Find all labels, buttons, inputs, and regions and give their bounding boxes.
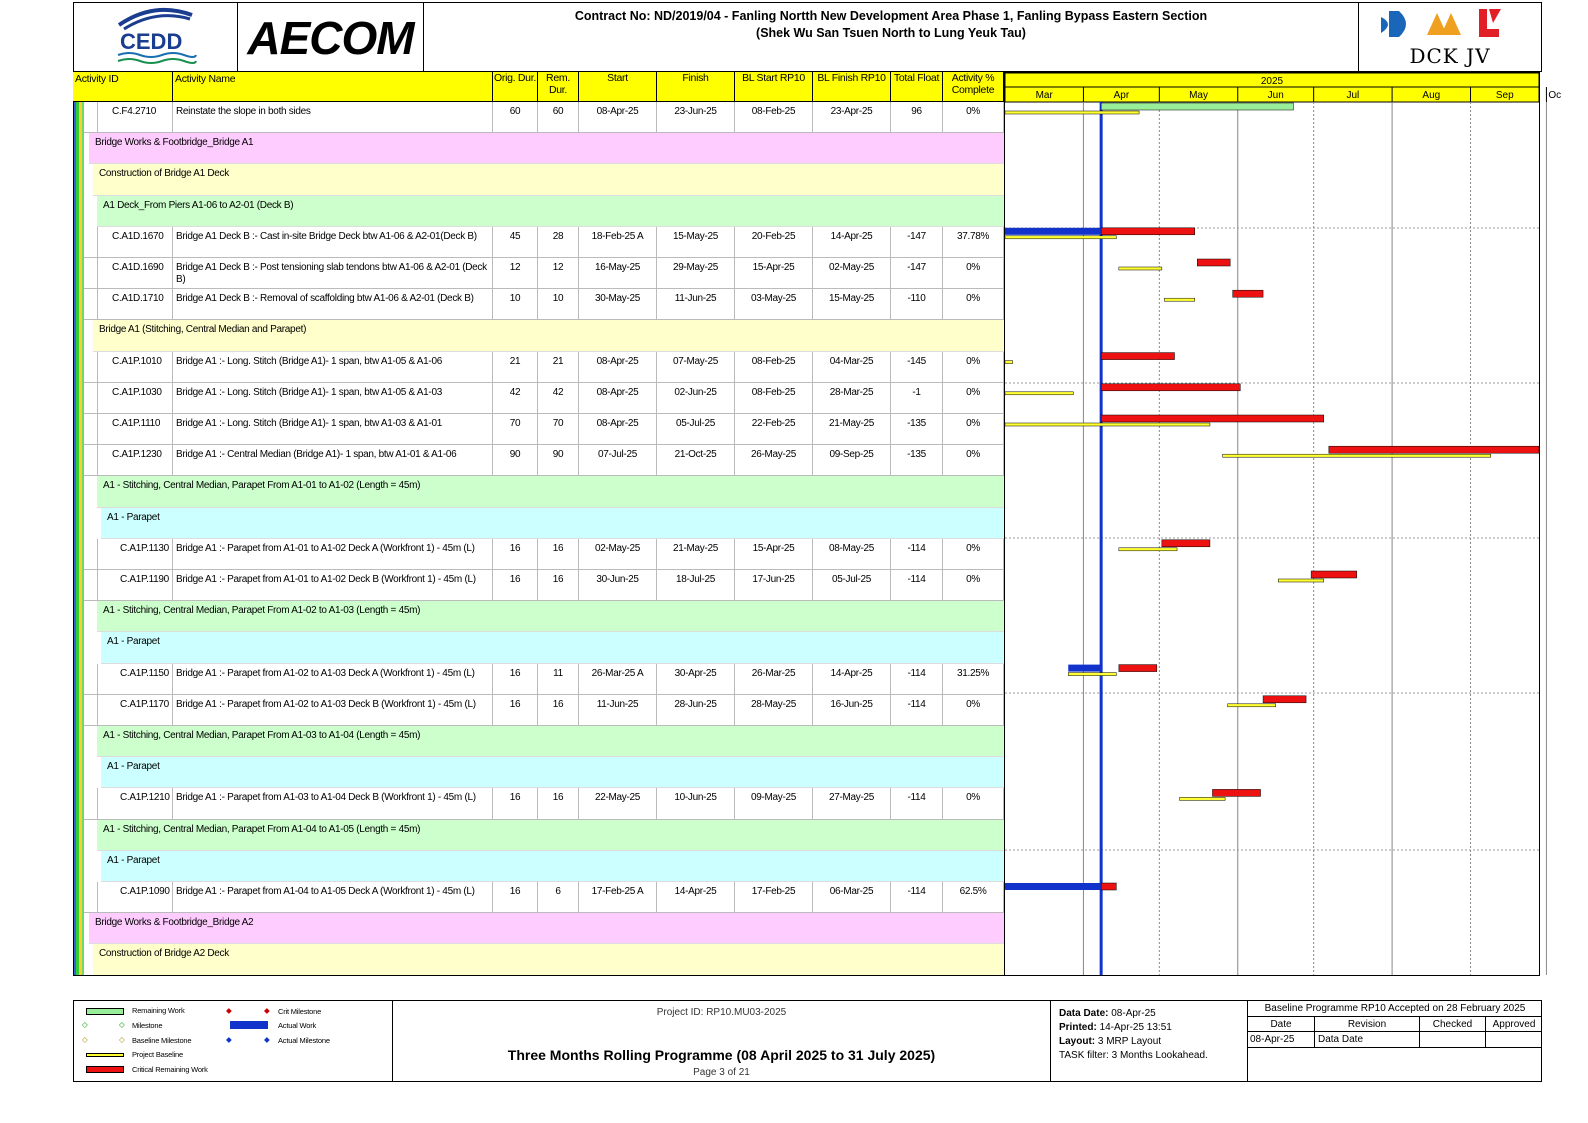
cell-bls: 17-Feb-25	[735, 882, 813, 912]
timescale-month: May	[1189, 90, 1208, 101]
wbs-name: Construction of Bridge A2 Deck	[99, 948, 229, 960]
cell-start: 07-Jul-25	[579, 445, 657, 475]
layout-label: Layout:	[1059, 1036, 1096, 1047]
cell-rd: 90	[538, 445, 579, 475]
cell-id: C.A1P.1030	[97, 383, 173, 413]
cell-start: 11-Jun-25	[579, 695, 657, 725]
baseline-bar	[1119, 267, 1162, 270]
cell-pct: 37.78%	[943, 227, 1004, 257]
cell-finish: 02-Jun-25	[657, 383, 735, 413]
legend-baseline-swatch	[86, 1053, 124, 1057]
cell-tf: -147	[891, 258, 943, 288]
crit-milestone-icon-2: ◆	[264, 1006, 270, 1015]
legend-actual-milestone-label: Actual Milestone	[278, 1036, 330, 1045]
cell-id: C.F4.2710	[97, 102, 173, 132]
wbs-name: A1 - Stitching, Central Median, Parapet From A1-04 to A1-05 (Length = 45m)	[103, 823, 421, 835]
gantt-chart	[1004, 72, 1562, 976]
cell-start: 16-May-25	[579, 258, 657, 288]
milestone-diamond-icon: ◇	[82, 1020, 88, 1029]
actual-bar	[1068, 665, 1101, 672]
col-activity-id[interactable]: Activity ID	[73, 72, 173, 102]
timescale-month: Jul	[1346, 90, 1360, 101]
cell-start: 08-Apr-25	[579, 352, 657, 382]
cell-start: 26-Mar-25 A	[579, 664, 657, 694]
cell-pct: 0%	[943, 539, 1004, 569]
baseline-bar	[1005, 236, 1116, 239]
col-finish[interactable]: Finish	[657, 72, 735, 102]
legend-crit-milestone-label: Crit Milestone	[278, 1007, 322, 1016]
actual-milestone-icon-2: ◆	[264, 1035, 270, 1044]
aecom-logo	[238, 3, 424, 71]
cell-pct: 0%	[943, 352, 1004, 382]
cell-blf: 16-Jun-25	[813, 695, 891, 725]
cell-name: Bridge A1 Deck B :- Post tensioning slab tendons btw A1-06 & A2-01 (Deck B)	[173, 258, 493, 288]
cell-rd: 60	[538, 102, 579, 132]
timescale-month: Mar	[1035, 90, 1053, 101]
cell-name: Bridge A1 :- Parapet from A1-02 to A1-03 Deck B (Workfront 1) - 45m (L)	[173, 695, 493, 725]
wbs-name: Bridge Works & Footbridge_Bridge A2	[95, 917, 254, 929]
cell-start: 08-Apr-25	[579, 414, 657, 444]
printed-value: 14-Apr-25 13:51	[1099, 1022, 1172, 1033]
timescale-month: Sep	[1495, 90, 1514, 101]
remaining-bar	[1101, 103, 1293, 110]
page-number: Page 3 of 21	[693, 1067, 750, 1078]
timescale-month: Jun	[1267, 90, 1284, 101]
cell-rd: 10	[538, 289, 579, 319]
cell-bls: 26-May-25	[735, 445, 813, 475]
cell-pct: 0%	[943, 383, 1004, 413]
cell-finish: 05-Jul-25	[657, 414, 735, 444]
cell-tf: -147	[891, 227, 943, 257]
cell-name: Bridge A1 :- Parapet from A1-02 to A1-03 Deck A (Workfront 1) - 45m (L)	[173, 664, 493, 694]
legend-milestone-label: Milestone	[132, 1021, 163, 1030]
cell-pct: 0%	[943, 289, 1004, 319]
cell-pct: 0%	[943, 102, 1004, 132]
legend-remaining-label: Remaining Work	[132, 1006, 185, 1015]
cell-tf: -135	[891, 414, 943, 444]
cell-blf: 08-May-25	[813, 539, 891, 569]
critical-bar	[1311, 571, 1357, 578]
cell-name: Bridge A1 :- Parapet from A1-01 to A1-02 Deck B (Workfront 1) - 45m (L)	[173, 570, 493, 600]
wbs-name: Construction of Bridge A1 Deck	[99, 168, 229, 180]
cell-finish: 11-Jun-25	[657, 289, 735, 319]
cell-od: 70	[493, 414, 538, 444]
cell-tf: -114	[891, 570, 943, 600]
cell-blf: 02-May-25	[813, 258, 891, 288]
baseline-bar	[1119, 548, 1177, 551]
col-start[interactable]: Start	[579, 72, 657, 102]
print-info	[1059, 1007, 1208, 1063]
cell-tf: -1	[891, 383, 943, 413]
cell-finish: 15-May-25	[657, 227, 735, 257]
cell-name: Bridge A1 :- Parapet from A1-04 to A1-05 Deck A (Workfront 1) - 45m (L)	[173, 882, 493, 912]
programme-title: Three Months Rolling Programme (08 April 2025 to 31 July 2025)	[507, 1047, 936, 1063]
critical-bar	[1101, 883, 1116, 890]
cell-id: C.A1P.1190	[97, 570, 173, 600]
cell-id: C.A1P.1090	[97, 882, 173, 912]
cell-bls: 28-May-25	[735, 695, 813, 725]
cell-name: Bridge A1 Deck B :- Cast in-site Bridge Deck btw A1-06 & A2-01(Deck B)	[173, 227, 493, 257]
data-date-value: 08-Apr-25	[1111, 1008, 1156, 1019]
cell-finish: 29-May-25	[657, 258, 735, 288]
cell-name: Bridge A1 Deck B :- Removal of scaffolding btw A1-06 & A2-01 (Deck B)	[173, 289, 493, 319]
cell-bls: 26-Mar-25	[735, 664, 813, 694]
cell-name: Bridge A1 :- Long. Stitch (Bridge A1)- 1 span, btw A1-05 & A1-06	[173, 352, 493, 382]
col-orig-dur[interactable]: Orig. Dur.	[493, 72, 538, 102]
task-filter: TASK filter: 3 Months Lookahead.	[1059, 1050, 1208, 1061]
cell-finish: 21-May-25	[657, 539, 735, 569]
cell-id: C.A1P.1170	[97, 695, 173, 725]
dckjv-logo-text: DCK JV	[1409, 44, 1491, 68]
cell-start: 02-May-25	[579, 539, 657, 569]
cell-start: 18-Feb-25 A	[579, 227, 657, 257]
layout-value: 3 MRP Layout	[1097, 1036, 1162, 1047]
title-line-2: (Shek Wu San Tsuen North to Lung Yeuk Tau)	[756, 26, 1026, 40]
dckjv-logo	[1358, 3, 1541, 71]
col-activity-name[interactable]: Activity Name	[173, 72, 493, 102]
cell-id: C.A1P.1230	[97, 445, 173, 475]
actual-bar	[1005, 228, 1101, 235]
cell-finish: 10-Jun-25	[657, 788, 735, 818]
timescale-month: Aug	[1422, 90, 1441, 101]
cell-pct: 62.5%	[943, 882, 1004, 912]
cell-blf: 14-Apr-25	[813, 664, 891, 694]
cell-rd: 16	[538, 695, 579, 725]
cell-id: C.A1P.1130	[97, 539, 173, 569]
cell-id: C.A1P.1110	[97, 414, 173, 444]
timescale-month: Apr	[1113, 90, 1130, 101]
legend-baseline-milestone-label: Baseline Milestone	[132, 1036, 192, 1045]
critical-bar	[1263, 696, 1306, 703]
cell-bls: 08-Feb-25	[735, 352, 813, 382]
cell-rd: 6	[538, 882, 579, 912]
cell-od: 12	[493, 258, 538, 288]
legend-actual-swatch	[230, 1021, 268, 1029]
cell-od: 16	[493, 539, 538, 569]
cell-start: 08-Apr-25	[579, 102, 657, 132]
aecom-logo-text: AECOM	[247, 12, 414, 64]
cell-finish: 28-Jun-25	[657, 695, 735, 725]
baseline-bar	[1180, 797, 1226, 800]
wbs-name: A1 - Parapet	[107, 511, 160, 523]
cell-pct: 0%	[943, 788, 1004, 818]
wbs-name: A1 - Stitching, Central Median, Parapet From A1-02 to A1-03 (Length = 45m)	[103, 605, 421, 617]
baseline-bar	[1005, 361, 1013, 364]
cell-tf: -110	[891, 289, 943, 319]
footer	[73, 1000, 1542, 1082]
cell-rd: 42	[538, 383, 579, 413]
cell-bls: 15-Apr-25	[735, 258, 813, 288]
critical-bar	[1197, 259, 1230, 266]
cell-finish: 07-May-25	[657, 352, 735, 382]
critical-bar	[1101, 415, 1324, 422]
rev-col-revision: Revision	[1315, 1017, 1420, 1048]
cell-finish: 18-Jul-25	[657, 570, 735, 600]
cell-rd: 16	[538, 539, 579, 569]
cell-start: 30-Jun-25	[579, 570, 657, 600]
baseline-bar	[1228, 704, 1276, 707]
actual-bar	[1005, 883, 1101, 890]
timescale-year: 2025	[1260, 76, 1284, 87]
cell-od: 16	[493, 570, 538, 600]
cell-bls: 15-Apr-25	[735, 539, 813, 569]
baseline-bar	[1223, 454, 1491, 457]
cell-tf: -145	[891, 352, 943, 382]
cell-finish: 23-Jun-25	[657, 102, 735, 132]
cell-rd: 16	[538, 788, 579, 818]
cell-blf: 15-May-25	[813, 289, 891, 319]
cell-bls: 08-Feb-25	[735, 102, 813, 132]
critical-bar	[1119, 665, 1157, 672]
cell-rd: 28	[538, 227, 579, 257]
cell-tf: -114	[891, 664, 943, 694]
cell-name: Reinstate the slope in both sides	[173, 102, 493, 132]
cell-bls: 08-Feb-25	[735, 383, 813, 413]
baseline-bar	[1005, 392, 1073, 395]
cell-rd: 11	[538, 664, 579, 694]
baseline-milestone-icon-2: ◇	[119, 1035, 125, 1044]
cell-finish: 30-Apr-25	[657, 664, 735, 694]
col-bl-start[interactable]: BL Start RP10	[735, 72, 813, 102]
cell-start: 17-Feb-25 A	[579, 882, 657, 912]
revision-header-row	[1248, 1017, 1542, 1032]
wbs-name: A1 - Parapet	[107, 854, 160, 866]
cell-od: 60	[493, 102, 538, 132]
col-total-float[interactable]: Total Float	[891, 72, 943, 102]
wbs-name: A1 - Stitching, Central Median, Parapet From A1-01 to A1-02 (Length = 45m)	[103, 480, 421, 492]
cell-tf: 96	[891, 102, 943, 132]
rev-date: 08-Apr-25	[1250, 1034, 1295, 1045]
col-bl-finish[interactable]: BL Finish RP10	[813, 72, 891, 102]
cell-blf: 21-May-25	[813, 414, 891, 444]
cell-blf: 06-Mar-25	[813, 882, 891, 912]
cell-name: Bridge A1 :- Parapet from A1-03 to A1-04 Deck B (Workfront 1) - 45m (L)	[173, 788, 493, 818]
cell-pct: 0%	[943, 414, 1004, 444]
critical-bar	[1162, 540, 1210, 547]
wbs-name: A1 Deck_From Piers A1-06 to A2-01 (Deck B)	[103, 199, 294, 211]
cell-id: C.A1P.1010	[97, 352, 173, 382]
baseline-bar	[1005, 423, 1210, 426]
cell-blf: 28-Mar-25	[813, 383, 891, 413]
critical-bar	[1212, 789, 1260, 796]
baseline-milestone-icon: ◇	[82, 1035, 88, 1044]
cedd-logo	[74, 3, 238, 71]
cell-blf: 05-Jul-25	[813, 570, 891, 600]
cell-tf: -114	[891, 539, 943, 569]
cell-od: 21	[493, 352, 538, 382]
cell-tf: -114	[891, 882, 943, 912]
cell-pct: 0%	[943, 570, 1004, 600]
cell-name: Bridge A1 :- Long. Stitch (Bridge A1)- 1 span, btw A1-05 & A1-03	[173, 383, 493, 413]
wbs-name: Bridge A1 (Stitching, Central Median and Parapet)	[99, 324, 307, 336]
cell-tf: -135	[891, 445, 943, 475]
legend-critical-label: Critical Remaining Work	[132, 1065, 208, 1074]
cell-name: Bridge A1 :- Long. Stitch (Bridge A1)- 1 span, btw A1-03 & A1-01	[173, 414, 493, 444]
cell-id: C.A1D.1670	[97, 227, 173, 257]
rev-col-date: Date	[1248, 1017, 1315, 1048]
table-frame	[73, 102, 1004, 976]
milestone-diamond-icon-2: ◇	[119, 1020, 125, 1029]
critical-bar	[1101, 384, 1240, 391]
cell-id: C.A1P.1150	[97, 664, 173, 694]
critical-bar	[1101, 353, 1174, 360]
rev-col-approved: Approved	[1492, 1019, 1536, 1030]
legend-project-baseline-label: Project Baseline	[132, 1050, 183, 1059]
legend-remaining-swatch	[86, 1008, 124, 1015]
cell-blf: 23-Apr-25	[813, 102, 891, 132]
cell-od: 16	[493, 695, 538, 725]
cell-rd: 12	[538, 258, 579, 288]
cell-name: Bridge A1 :- Parapet from A1-01 to A1-02 Deck A (Workfront 1) - 45m (L)	[173, 539, 493, 569]
crit-milestone-icon: ◆	[226, 1006, 232, 1015]
cell-start: 22-May-25	[579, 788, 657, 818]
cell-tf: -114	[891, 788, 943, 818]
baseline-bar	[1278, 579, 1324, 582]
wbs-name: A1 - Stitching, Central Median, Parapet From A1-03 to A1-04 (Length = 45m)	[103, 730, 421, 741]
cell-id: C.A1D.1690	[97, 258, 173, 288]
wbs-name: A1 - Parapet	[107, 761, 160, 773]
cell-od: 42	[493, 383, 538, 413]
legend-actual-work-label: Actual Work	[278, 1021, 317, 1030]
cell-id: C.A1D.1710	[97, 289, 173, 319]
title-line-1: Contract No: ND/2019/04 - Fanling Nortth New Development Area Phase 1, Fanling Bypass Eastern Section	[574, 9, 1208, 23]
baseline-bar	[1005, 111, 1139, 114]
wbs-name: Bridge Works & Footbridge_Bridge A1	[95, 137, 254, 149]
cedd-logo-text: CEDD	[120, 29, 183, 54]
printed-label: Printed:	[1059, 1022, 1097, 1033]
critical-bar	[1329, 446, 1539, 453]
cell-id: C.A1P.1210	[97, 788, 173, 818]
wbs-name: A1 - Parapet	[107, 636, 160, 648]
cell-od: 16	[493, 882, 538, 912]
cell-od: 45	[493, 227, 538, 257]
cell-finish: 21-Oct-25	[657, 445, 735, 475]
cell-blf: 04-Mar-25	[813, 352, 891, 382]
critical-bar	[1233, 290, 1263, 297]
cell-od: 16	[493, 788, 538, 818]
cell-name: Bridge A1 :- Central Median (Bridge A1)- 1 span, btw A1-01 & A1-06	[173, 445, 493, 475]
cell-pct: 0%	[943, 445, 1004, 475]
cell-bls: 03-May-25	[735, 289, 813, 319]
timescale-month: Oc	[1548, 90, 1562, 101]
actual-milestone-icon: ◆	[226, 1035, 232, 1044]
rev-col-checked: Checked	[1420, 1017, 1486, 1048]
cell-tf: -114	[891, 695, 943, 725]
contract-title	[424, 3, 1358, 71]
cell-od: 10	[493, 289, 538, 319]
rev-revision: Data Date	[1318, 1034, 1364, 1045]
cell-pct: 31.25%	[943, 664, 1004, 694]
critical-bar	[1101, 228, 1195, 235]
cell-start: 08-Apr-25	[579, 383, 657, 413]
cell-bls: 09-May-25	[735, 788, 813, 818]
cell-pct: 0%	[943, 258, 1004, 288]
cell-start: 30-May-25	[579, 289, 657, 319]
baseline-bar	[1164, 298, 1194, 301]
dckjv-logo-mark	[1359, 3, 1542, 43]
cell-od: 90	[493, 445, 538, 475]
baseline-note: Baseline Programme RP10 Accepted on 28 February 2025	[1248, 1001, 1542, 1017]
cell-blf: 27-May-25	[813, 788, 891, 818]
cell-pct: 0%	[943, 695, 1004, 725]
gantt-svg	[1005, 73, 1562, 975]
cell-bls: 20-Feb-25	[735, 227, 813, 257]
col-rem-dur[interactable]: Rem. Dur.	[538, 72, 579, 102]
cell-blf: 09-Sep-25	[813, 445, 891, 475]
cell-rd: 70	[538, 414, 579, 444]
revision-row	[1248, 1032, 1542, 1048]
cell-bls: 17-Jun-25	[735, 570, 813, 600]
cell-rd: 16	[538, 570, 579, 600]
cell-rd: 21	[538, 352, 579, 382]
data-date-label: Data Date:	[1059, 1008, 1109, 1019]
cell-blf: 14-Apr-25	[813, 227, 891, 257]
project-id: Project ID: RP10.MU03-2025	[656, 1007, 787, 1018]
col-pct-complete[interactable]: Activity % Complete	[943, 72, 1004, 102]
cell-finish: 14-Apr-25	[657, 882, 735, 912]
legend-critical-swatch	[86, 1066, 124, 1073]
cell-od: 16	[493, 664, 538, 694]
cell-bls: 22-Feb-25	[735, 414, 813, 444]
baseline-bar	[1068, 673, 1116, 676]
